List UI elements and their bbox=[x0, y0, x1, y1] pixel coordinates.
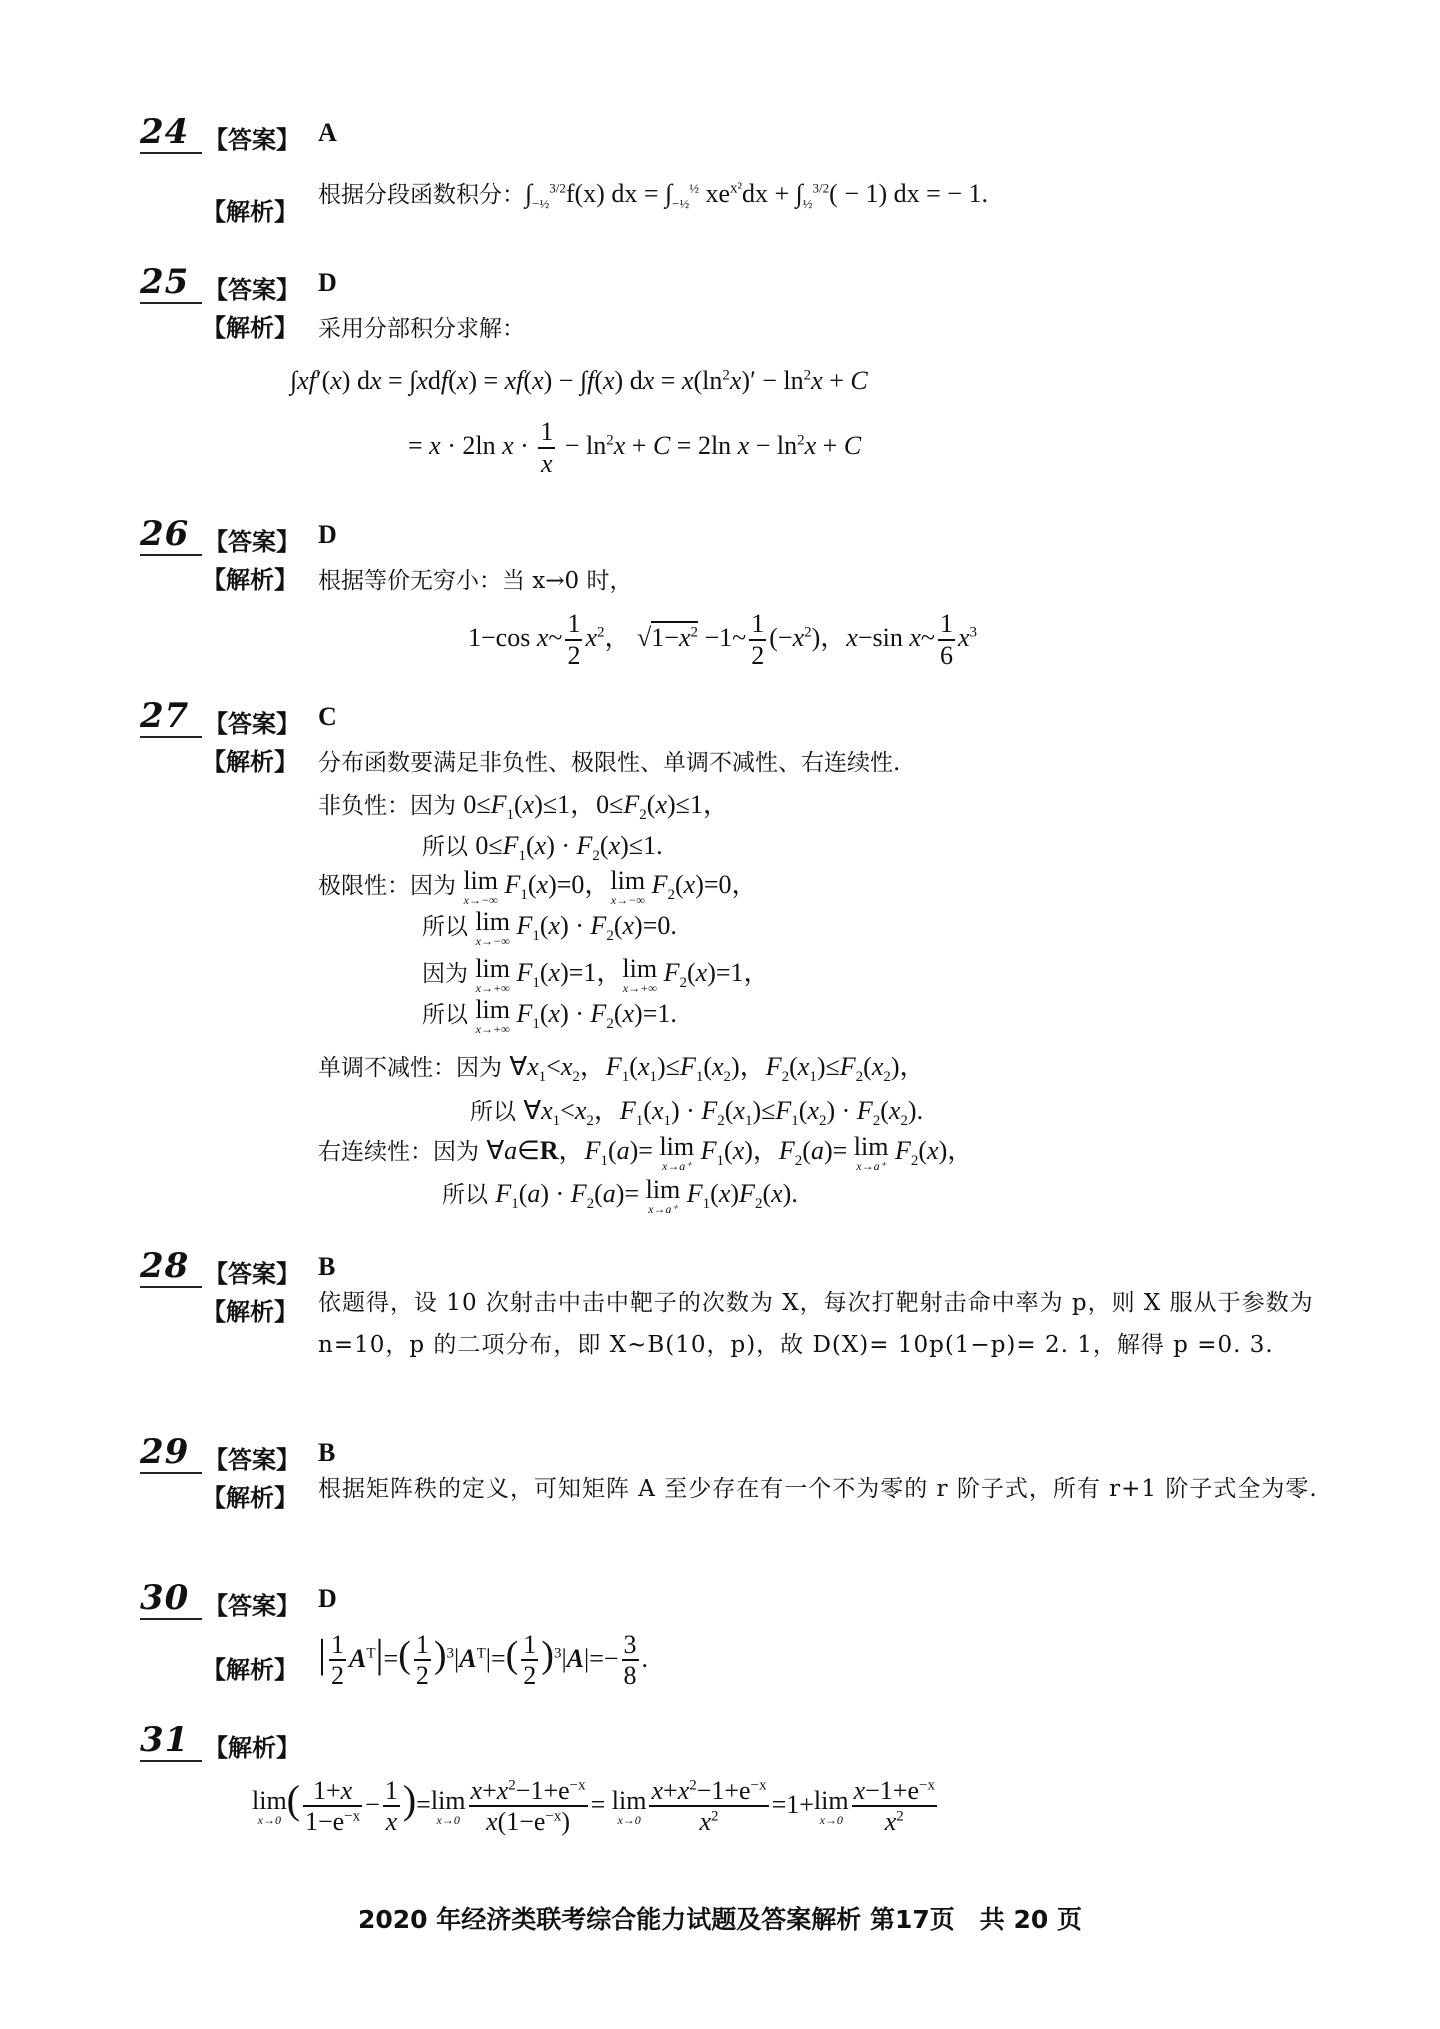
proof-line: 极限性：因为 lim x→−∞ $F_1(x)=0$，lim x→−∞ $F_2(x)=0$， bbox=[318, 866, 758, 908]
question-number: 26 bbox=[140, 514, 190, 554]
underline bbox=[140, 1286, 202, 1288]
answer-value: A bbox=[318, 118, 337, 147]
analysis-text: 依题得，设 10 次射击中击中靶子的次数为 X，每次打靶射击命中率为 p，则 X 服从于参数为 n=10，p 的二项分布，即 X~B(10，p)，故 D(X)= 10p(1−p)= 2. 1，解得 p =0. 3. bbox=[318, 1290, 1314, 1358]
proof-line: 所以 $F_1(a) \cdot F_2(a)= \lim$ x→a⁺ $F_1(x)F_2(x)$. bbox=[442, 1175, 798, 1217]
analysis-label: 【解析】 bbox=[202, 314, 298, 342]
proof-line: 所以 lim x→−∞ $F_1(x) \cdot F_2(x)=0$. bbox=[422, 907, 677, 949]
analysis-text: 根据矩阵秩的定义，可知矩阵 A 至少存在有一个不为零的 r 阶子式，所有 r+1 阶子式全为零. bbox=[318, 1476, 1318, 1502]
proof-line: 所以 $\forall x_1<x_2$，$F_1(x_1) \cdot F_2(x_1)\le F_1(x_2) \cdot F_2(x_2)$. bbox=[470, 1096, 924, 1130]
analysis-text: 采用分部积分求解： bbox=[318, 316, 525, 342]
question-28 bbox=[140, 1246, 1360, 1358]
proof-line: 所以 lim x→+∞ $F_1(x) \cdot F_2(x)=1$. bbox=[422, 995, 677, 1037]
answer-label: 【答案】 bbox=[204, 710, 300, 738]
analysis-label: 【解析】 bbox=[202, 198, 298, 226]
answer-label: 【答案】 bbox=[204, 1446, 300, 1474]
question-number: 27 bbox=[140, 696, 190, 736]
proof-line: 非负性：因为 $0\le F_1(x)\le 1$，$0\le F_2(x)\le 1$， bbox=[318, 790, 729, 824]
answer-label: 【答案】 bbox=[204, 1260, 300, 1288]
proof-line: 因为 lim x→+∞ $F_1(x)=1$，lim x→+∞ $F_2(x)=1$， bbox=[422, 954, 770, 996]
question-26 bbox=[140, 514, 1360, 670]
question-number: 28 bbox=[140, 1246, 190, 1286]
question-30 bbox=[140, 1578, 1360, 1691]
underline bbox=[140, 736, 202, 738]
question-31 bbox=[140, 1720, 1360, 1837]
formula-line: 1−cos x~ $\frac{1}{2}$ $x^2$， $√1-x^2$ −1~ $\frac{1}{2}$ $(-x^2)$，x−sin x~ $\frac{1}{6}$ $x^3$ bbox=[468, 609, 978, 670]
question-number: 31 bbox=[140, 1720, 190, 1760]
underline bbox=[140, 152, 202, 154]
analysis-label: 【解析】 bbox=[202, 1656, 298, 1684]
question-24 bbox=[140, 112, 1360, 226]
formula-line: = x · 2ln x · $\frac{1}{x}$ − $\ln^2x + C = 2\ln$ $x - \ln^2x + C$ bbox=[408, 417, 862, 478]
answer-label: 【答案】 bbox=[204, 528, 300, 556]
underline bbox=[140, 1760, 202, 1762]
question-25 bbox=[140, 262, 1360, 478]
answer-value: D bbox=[318, 268, 337, 297]
proof-line: 单调不减性：因为 $\forall x_1<x_2$，$F_1(x_1)\le F_1(x_2)$，$F_2(x_1)\le F_2(x_2)$， bbox=[318, 1052, 926, 1086]
answer-value: C bbox=[318, 702, 337, 731]
question-29 bbox=[140, 1432, 1360, 1512]
analysis-label: 【解析】 bbox=[204, 1734, 300, 1762]
underline bbox=[140, 302, 202, 304]
analysis-label: 【解析】 bbox=[202, 748, 298, 776]
proof-line: 右连续性：因为 ∀a∈R，$F_1(a)= \lim$ x→a⁺ $F_1(x)$，$F_2(a)= \lim$ x→a⁺ $F_2(x)$， bbox=[318, 1132, 974, 1174]
underline bbox=[140, 1472, 202, 1474]
underline bbox=[140, 554, 202, 556]
analysis-text: 根据等价无穷小：当 x→0 时， bbox=[318, 568, 633, 594]
answer-value: B bbox=[318, 1252, 336, 1281]
analysis-formula: lim x→0 ( $\frac{1+x}{1-e^{-x}}$ − $\frac{1}{x}$ )=lim x→0 $\frac{x+x^2-1+e^{-x}}{x(1-e^{-x})}$ = lim x→0 $\frac{x+x^2-1+e^{-x}}{x^2}$ =1+lim x→0 $\frac{x-1+e^{-x}}{x^2}$ bbox=[252, 1775, 935, 1837]
underline bbox=[140, 1618, 202, 1620]
proof-line: 所以 $0\le F_1(x) \cdot F_2(x)\le 1$. bbox=[422, 831, 663, 865]
answer-label: 【答案】 bbox=[204, 1592, 300, 1620]
question-number: 29 bbox=[140, 1432, 190, 1472]
analysis-label: 【解析】 bbox=[202, 1484, 298, 1512]
question-number: 25 bbox=[140, 262, 190, 302]
question-number: 30 bbox=[140, 1578, 190, 1618]
analysis-label: 【解析】 bbox=[202, 1298, 298, 1326]
analysis-label: 【解析】 bbox=[202, 566, 298, 594]
answer-value: B bbox=[318, 1438, 336, 1467]
formula-line: ∫xf′(x) dx = ∫xdf(x) = xf(x) − ∫f(x) dx = $x(\ln^2x)' - \ln^2x + C$ bbox=[290, 366, 868, 395]
question-27 bbox=[140, 696, 1360, 1217]
answer-label: 【答案】 bbox=[204, 126, 300, 154]
answer-value: D bbox=[318, 1584, 337, 1613]
answer-label: 【答案】 bbox=[204, 276, 300, 304]
answer-value: D bbox=[318, 520, 337, 549]
analysis-formula: | $\frac{1}{2}$ $A^T|=$( $\frac{1}{2}$ )$^3|A^T|=$( $\frac{1}{2}$ )$^3$|A|=− $\frac{3}{8}$ . bbox=[318, 1629, 649, 1691]
question-number: 24 bbox=[140, 112, 190, 152]
page-footer: 2020 年经济类联考综合能力试题及答案解析 第17页 共 20 页 bbox=[358, 1905, 1082, 1934]
analysis-text: 分布函数要满足非负性、极限性、单调不减性、右连续性. bbox=[318, 750, 901, 776]
analysis-formula: 根据分段函数积分：$\int_{-\frac{1}{2}}^{3/2}f(x)$ dx = $\int_{-\frac{1}{2}}^{\frac{1}{2}}$ $xe^{x^2}dx + \int_{\frac{1}{2}}^{3/2}( - 1)$ dx = − 1. bbox=[318, 179, 988, 212]
